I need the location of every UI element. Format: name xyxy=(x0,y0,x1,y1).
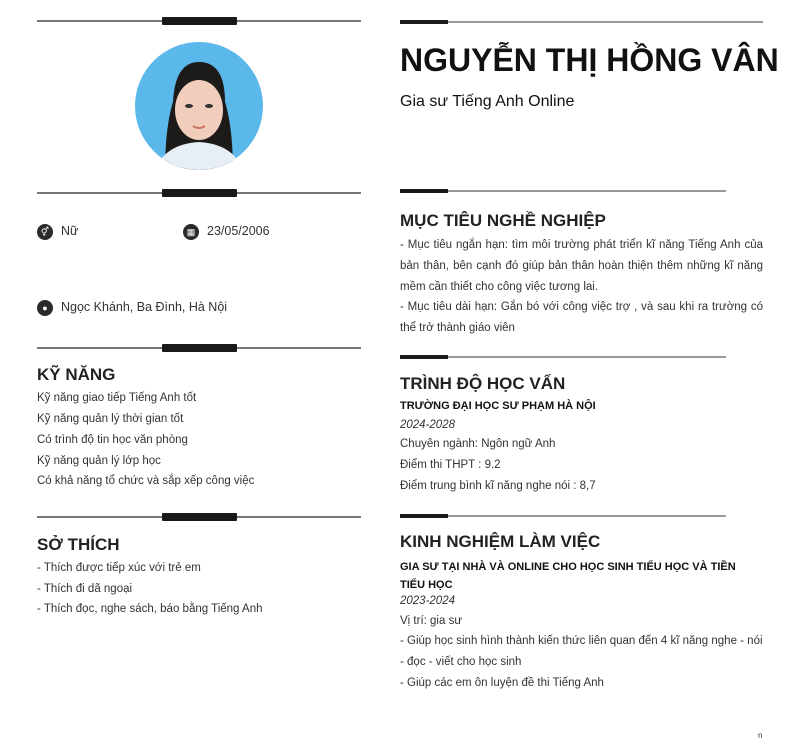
divider xyxy=(37,347,361,349)
birthdate: 23/05/2006 xyxy=(207,224,270,238)
objective-short: - Mục tiêu ngắn hạn: tìm môi trường phát triển kĩ năng Tiếng Anh của bản thân, bên cạnh đó giúp bản thân hoàn thiện thêm những kĩ năng mềm cần thiết cho công việc tương lai. xyxy=(400,239,763,293)
divider xyxy=(400,190,726,192)
objective-heading: MỤC TIÊU NGHỀ NGHIỆP xyxy=(400,211,606,230)
gender-icon: ⚥ xyxy=(37,224,53,240)
job-title: Gia sư Tiếng Anh Online xyxy=(400,93,575,110)
divider xyxy=(37,20,361,22)
skill-item: Kỹ năng quản lý thời gian tốt xyxy=(37,413,184,425)
hobby-item: - Thích đọc, nghe sách, báo bằng Tiếng Anh xyxy=(37,603,263,615)
divider xyxy=(400,356,726,358)
candidate-name: NGUYỄN THỊ HỒNG VÂN xyxy=(400,42,779,78)
hobbies-heading: SỞ THÍCH xyxy=(37,535,120,554)
education-heading: TRÌNH ĐỘ HỌC VẤN xyxy=(400,374,566,393)
skill-item: Kỹ năng giao tiếp Tiếng Anh tốt xyxy=(37,392,197,404)
divider xyxy=(400,515,726,517)
hobby-item: - Thích đi dã ngoại xyxy=(37,583,133,595)
experience-line: - Giúp học sinh hình thành kiến thức liên quan đến 4 kĩ năng nghe - nói xyxy=(400,635,763,647)
avatar xyxy=(135,42,263,170)
skill-item: Có trình độ tin học văn phòng xyxy=(37,434,188,446)
experience-line: Vị trí: gia sư xyxy=(400,615,463,627)
divider xyxy=(37,516,361,518)
objective-long: - Mục tiêu dài hạn: Gắn bó với công việc trợ , và sau khi ra trường có thể trở thành giáo viên xyxy=(400,301,763,334)
location-icon: ● xyxy=(37,300,53,316)
skill-item: Kỹ năng quản lý lớp học xyxy=(37,455,161,467)
page-mark: n xyxy=(758,731,763,740)
job-name: GIA SƯ TẠI NHÀ VÀ ONLINE CHO HỌC SINH TIỂU HỌC VÀ TIỀN TIỂU HỌC xyxy=(400,561,736,591)
calendar-icon: ▦ xyxy=(183,224,199,240)
education-line: Điểm trung bình kĩ năng nghe nói : 8,7 xyxy=(400,480,596,492)
skill-item: Có khả năng tổ chức và sắp xếp công việc xyxy=(37,475,255,487)
gender: Nữ xyxy=(61,224,79,238)
education-years: 2024-2028 xyxy=(400,419,455,431)
divider xyxy=(37,192,361,194)
skills-heading: KỸ NĂNG xyxy=(37,365,116,384)
experience-line: - đọc - viết cho học sinh xyxy=(400,656,522,668)
school-name: TRƯỜNG ĐẠI HỌC SƯ PHẠM HÀ NỘI xyxy=(400,400,596,412)
address: Ngọc Khánh, Ba Đình, Hà Nội xyxy=(61,300,228,314)
education-line: Chuyên ngành: Ngôn ngữ Anh xyxy=(400,438,556,450)
experience-heading: KINH NGHIỆM LÀM VIỆC xyxy=(400,532,601,551)
education-line: Điểm thi THPT : 9.2 xyxy=(400,459,501,471)
experience-line: - Giúp các em ôn luyện đề thi Tiếng Anh xyxy=(400,677,604,689)
hobby-item: - Thích được tiếp xúc với trẻ em xyxy=(37,562,201,574)
experience-years: 2023-2024 xyxy=(400,595,455,607)
divider xyxy=(400,21,763,23)
